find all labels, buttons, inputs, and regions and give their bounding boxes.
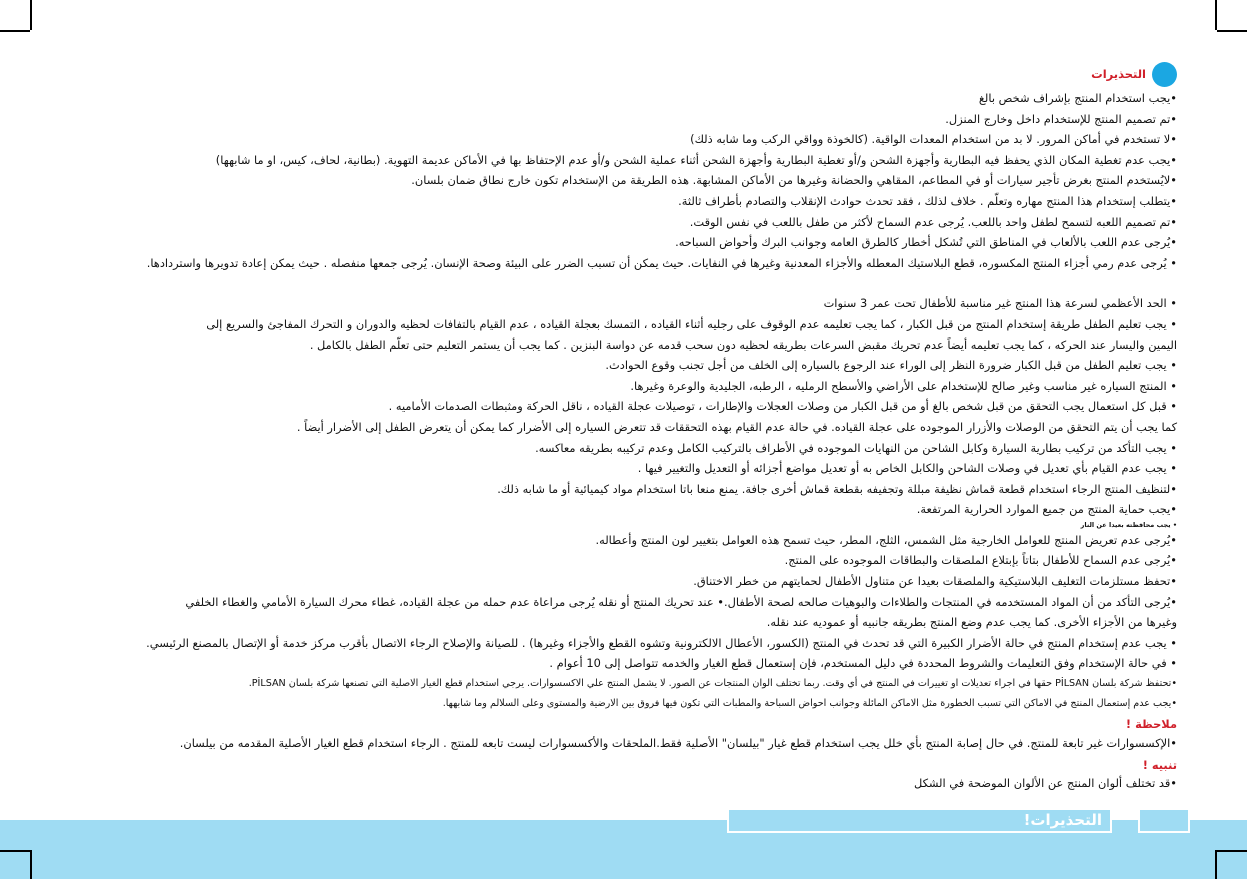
- crop-mark: [30, 850, 32, 879]
- footer-title: التحذيرات!: [1023, 811, 1102, 829]
- crop-mark: [1215, 0, 1217, 30]
- warning-line: •يجب حماية المنتج من جميع الموارد الحرارية المرتفعة.: [916, 502, 1177, 517]
- warning-line: • يجب عدم القيام بأي تعديل في وصلات الشاحن والكابل الخاص به أو تعديل مواضع أجزائه أو التعديل والتغيير فيها .: [637, 461, 1177, 476]
- crop-mark: [30, 0, 32, 30]
- warning-text: •قد تختلف ألوان المنتج عن الألوان الموضحة في الشكل: [913, 776, 1177, 791]
- section-heading: التحذيرات: [1091, 66, 1146, 81]
- warning-line: كما يجب أن يتم التحقق من الوصلات والأزرار الموجوده على عجلة القياده. في حالة عدم القيام بهذه التحققات قد تتعرض السياره إلى الأضرار كما يمكن أن يتعرض الطفل إلى الأضرار أيضاً .: [296, 419, 1177, 434]
- warning-line: •يتطلب إستخدام هذا المنتج مهاره وتعلّم . خلاف لذلك ، فقد تحدث حوادث الإنقلاب والتصادم بأطراف ثالثة.: [678, 193, 1177, 208]
- crop-mark: [1215, 850, 1217, 879]
- warning-line: • في حالة الإستخدام وفق التعليمات والشروط المحددة في دليل المستخدم، فإن إستعمال قطع الغيار والخدمه تتواصل إلى 10 أعوام .: [549, 656, 1177, 671]
- warning-line: •يُرجى عدم تعريض المنتج للعوامل الخارجية مثل الشمس، الثلج، المطر، حيث تسمح هذه العوامل بتغيير لون المنتج وأعطاله.: [595, 532, 1177, 547]
- warning-line: • يجب تعليم الطفل طريقة إستخدام المنتج من قبل الكبار ، كما يجب تعليمه عدم الوقوف على رجليه أثناء القياده ، التمسك بعجلة القياده ، عدم القيام بالتفافات لحظيه والدوران و التحرك المفاجئ والسريع إلى: [206, 316, 1177, 331]
- crop-mark: [1217, 850, 1247, 852]
- warning-line: • يُرجى عدم رمي أجزاء المنتج المكسوره، قطع البلاستيك المعطله والأجزاء المعدنية وغيرها في النفايات. حيث يمكن أن تسبب الضرر على البيئة وصحة الإنسان. يُرجى جمعها منفصله . حيث يمكن إعادة تدويرها واستردادها.: [146, 255, 1177, 270]
- warning-line: •لا تستخدم في أماكن المرور. لا بد من استخدام المعدات الواقية. (كالخوذة وواقي الركب وما شابه ذلك): [690, 132, 1177, 147]
- warnings-section: [145, 60, 1177, 792]
- crop-mark: [0, 30, 30, 32]
- warning-line: • يجب التأكد من تركيب بطارية السيارة وكابل الشاحن من النهايات الموجوده في الأطراف بالتركيب الكامل وعدم تركيبه بطريقه معاكسه.: [535, 440, 1177, 455]
- warning-line: اليمين واليسار عند الحركه ، كما يجب تعليمه أيضاً عدم تحريك مقبض السرعات بطريقه لحظيه دون سحب قدمه عن دواسة البنزين . كما يجب أن يستمر التعليم حتى تعلّم الطفل بالكامل .: [309, 337, 1177, 352]
- warning-line: •لايُستخدم المنتج بغرض تأجير سيارات أو في المطاعم، المقاهي والحضانة وغيرها من الأماكن المشابهة. هذه الطريقة من الإستخدام تكون خارج نطاق ضمان بلسان.: [411, 173, 1177, 188]
- warning-line: •تم تصميم اللعبه لتسمح لطفل واحد باللعب. يُرجى عدم السماح لأكثر من طفل باللعب في نفس الوقت.: [689, 214, 1177, 229]
- warning-line: وغيرها من الأجزاء الأخرى. كما يجب عدم وضع المنتج بطريقه جانبيه أو عموديه عند نقله.: [766, 615, 1177, 630]
- fire-warning-line: • يجب محافظته بعيدا عن النار: [1080, 520, 1177, 529]
- section-header: [145, 60, 1177, 88]
- note-heading: ملاحظة !: [1125, 717, 1177, 732]
- small-print-line: •تحتفظ شركة بلسان PİLSAN حقها في اجراء تعديلات او تغييرات في المنتج في أي وقت. ربما تختلف الوان المنتجات عن الصور. لا يشمل المنتج علي الاكسسوارات. يرجي استخدام قطع الغيار الاصلية التي تصنعها شركة بلسان PİLSAN.: [248, 678, 1177, 690]
- warning-line: •لتنظيف المنتج الرجاء استخدام قطعة قماش نظيفة مبللة وتجفيفه بقطعة قماش أخرى جافة. يمنع منعا باتا استخدام مواد كيميائية أو ما شابه ذلك.: [497, 481, 1177, 496]
- warning-line: •تحفظ مستلزمات التغليف البلاستيكية والملصقات بعيدا عن متناول الأطفال لحمايتهم من خطر الاختناق.: [693, 574, 1177, 589]
- section-bullet-icon: [1152, 62, 1177, 87]
- warning-line: •يُرجى التأكد من أن المواد المستخدمه في المنتجات والطلاءات والبوهيات صالحه لصحة الأطفال.• عند تحريك المنتج أو نقله يُرجى مراعاة عدم حمله من عجلة القياده، غطاء محرك السيارة الأمامي والغطاء الخلفي: [185, 594, 1177, 609]
- warning-line: •يجب عدم تغطية المكان الذي يحفظ فيه البطارية وأجهزة الشحن و/أو تغطية البطارية وأجهزة الشحن أثناء عملية الشحن و/أو عدم الإحتفاظ بها في الأماكن عديمة التهوية. (بطانية، لحاف، كيس، او ما شابهها): [215, 152, 1177, 167]
- crop-mark: [1217, 30, 1247, 32]
- crop-mark: [0, 850, 30, 852]
- warning-line: •يُرجى عدم السماح للأطفال بتاتاً بإبتلاع الملصقات والبطاقات الموجوده على المنتج.: [784, 553, 1177, 568]
- footer-title-bar: [727, 808, 1112, 833]
- small-print-line: •يجب عدم إستعمال المنتج في الاماكن التي تسبب الخطورة مثل الاماكن المائلة وجوانب احواض السباحة والمطبات التي تكون فيها فروق بين الارضية والمستوى وعلى السلالم وما شابهها.: [442, 698, 1177, 710]
- warning-line: • قبل كل استعمال يجب التحقق من قبل شخص بالغ أو من قبل الكبار من وصلات العجلات والإطارات ، توصيلات عجلة القياده ، ناقل الحركة ومثبطات الصدمات الأماميه .: [388, 399, 1177, 414]
- warning-line: •تم تصميم المنتج للإستخدام داخل وخارج المنزل.: [945, 111, 1177, 126]
- warning-heading: تنبيه !: [1142, 757, 1177, 772]
- page-number-box: [1138, 808, 1190, 833]
- warning-line: • المنتج السياره غير مناسب وغير صالح للإستخدام على الأراضي والأسطح الرمليه ، الرطبه، الجليدية والوعرة وغيرها.: [630, 378, 1177, 393]
- warning-line: •يجب استخدام المنتج بإشراف شخص بالغ: [978, 91, 1177, 105]
- warning-line: • يجب تعليم الطفل من قبل الكبار ضرورة النظر إلى الوراء عند الرجوع بالسياره إلى الخلف من أجل تجنب وقوع الحوادث.: [605, 358, 1177, 373]
- warning-line: • الحد الأعظمي لسرعة هذا المنتج غير مناسبة للأطفال تحت عمر 3 سنوات: [823, 296, 1177, 311]
- warning-line: • يجب عدم إستخدام المنتج في حالة الأضرار الكبيرة التي قد تحدث في المنتج (الكسور، الأعطال الالكترونية وتشوه القطع والأجزاء وغيرها) . للصيانة والإصلاح الرجاء الاتصال بأقرب مركز خدمة أو الإتصال بالمصنع الرئيسي.: [146, 635, 1177, 650]
- note-text: •الإكسسوارات غير تابعة للمنتج. في حال إصابة المنتج بأي خلل يجب استخدام قطع غيار "بيلسان" الأصلية فقط.الملحقات والأكسسوارات ليست تابعه للمنتج . الرجاء استخدام قطع الغيار الأصلية المقدمه من بيلسان.: [179, 735, 1177, 750]
- warning-line: •يُرجى عدم اللعب بالألعاب في المناطق التي تُشكل أخطار كالطرق العامه وجوانب البرك وأحواض السباحه.: [675, 235, 1177, 250]
